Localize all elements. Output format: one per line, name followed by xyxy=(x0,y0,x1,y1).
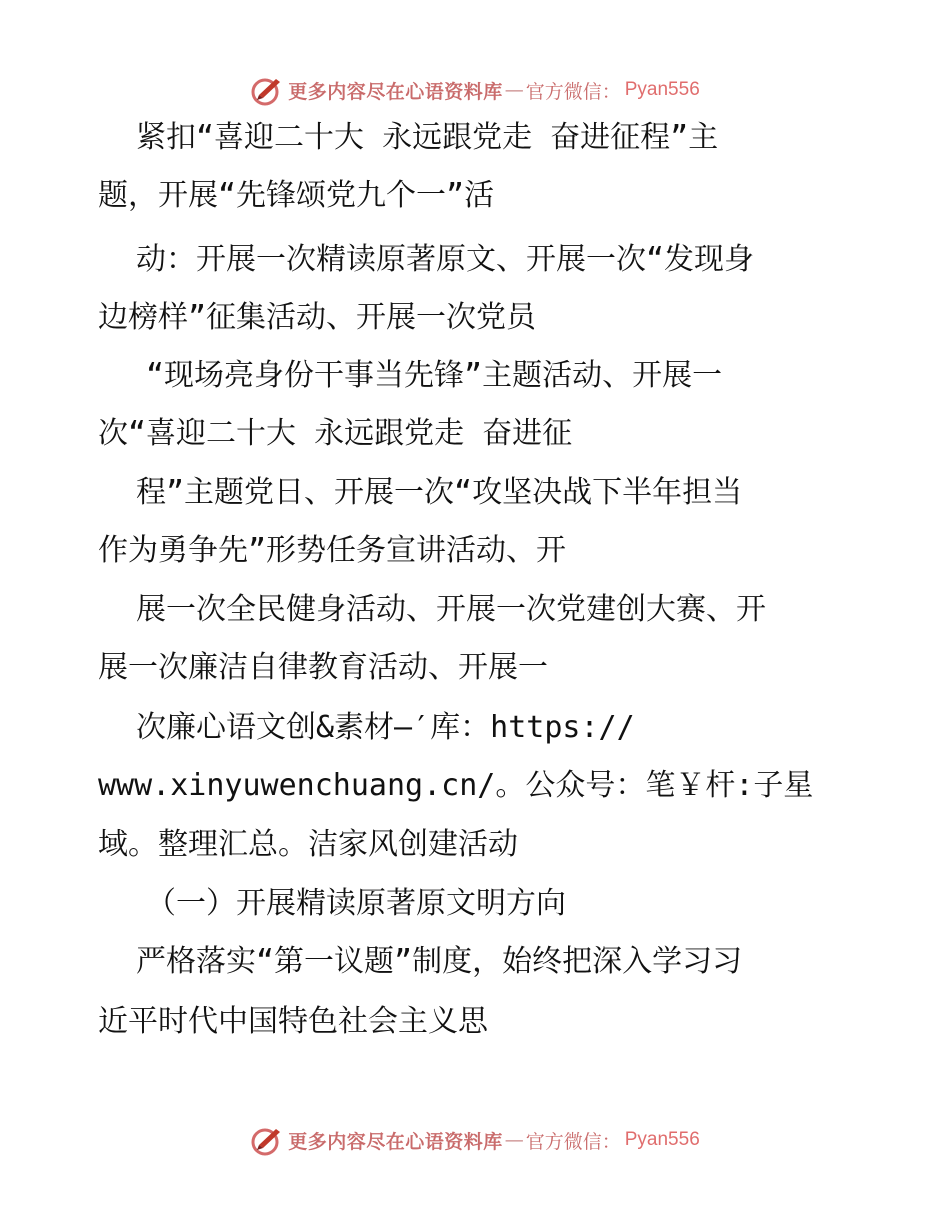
body-line: 动：开展一次精读原著原文、开展一次“发现身 xyxy=(136,242,755,277)
body-line: “现场亮身份干事当先锋”主题活动、开展一 xyxy=(146,358,723,393)
pen-logo-icon xyxy=(250,73,284,107)
body-line: 次廉心语文创&素材—′库：https:// xyxy=(136,710,635,745)
body-line: 展一次全民健身活动、开展一次党建创大赛、开 xyxy=(136,592,766,627)
footer-watermark-label: 官方微信： xyxy=(525,1130,621,1153)
header-watermark xyxy=(0,72,950,108)
footer-watermark-id: Pyan556 xyxy=(624,1129,700,1150)
body-line: 次“喜迎二十大 永远跟党走 奋进征 xyxy=(98,416,573,451)
header-watermark-label: 官方微信： xyxy=(525,80,621,103)
body-line: 边榜样”征集活动、开展一次党员 xyxy=(98,300,537,335)
section-heading: （一）开展精读原著原文明方向 xyxy=(146,886,566,921)
footer-watermark-title: 更多内容尽在心语资料库 xyxy=(288,1130,503,1153)
header-watermark-title: 更多内容尽在心语资料库 xyxy=(288,80,503,103)
body-line: 程”主题党日、开展一次“攻坚决战下半年担当 xyxy=(136,475,743,510)
body-line: 紧扣“喜迎二十大 永远跟党走 奋进征程”主 xyxy=(136,120,719,155)
header-watermark-dash: — xyxy=(504,79,524,101)
body-line: www.xinyuwenchuang.cn/。公众号：笔￥杆:子星 xyxy=(98,768,814,803)
body-line: 作为勇争先”形势任务宣讲活动、开 xyxy=(98,533,567,568)
header-watermark-id: Pyan556 xyxy=(624,79,700,100)
body-line: 域。整理汇总。洁家风创建活动 xyxy=(98,827,518,862)
body-line: 严格落实“第一议题”制度，始终把深入学习习 xyxy=(136,944,743,979)
body-line: 题，开展“先锋颂党九个一”活 xyxy=(98,178,495,213)
body-line: 近平时代中国特色社会主义思 xyxy=(98,1004,488,1039)
pen-logo-icon xyxy=(250,1123,284,1157)
footer-watermark-dash: — xyxy=(504,1129,524,1151)
footer-watermark xyxy=(0,1122,950,1158)
body-line: 展一次廉洁自律教育活动、开展一 xyxy=(98,650,548,685)
